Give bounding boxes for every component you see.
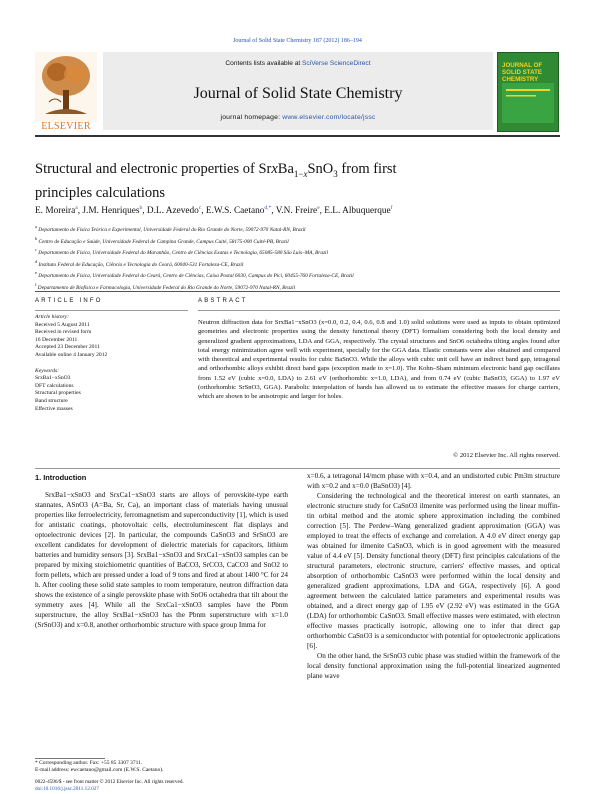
keyword: DFT calculations: [35, 382, 74, 389]
affiliation: [35, 223, 560, 235]
affiliation-sup: a: [35, 224, 37, 229]
introduction-heading: 1. Introduction: [35, 473, 87, 482]
author-affil-sup[interactable]: a: [75, 205, 78, 211]
abstract-rule: [198, 310, 560, 311]
homepage-prefix: journal homepage:: [220, 114, 283, 121]
copyright: © 2012 Elsevier Inc. All rights reserved.: [453, 452, 560, 459]
history-label: Article history:: [35, 314, 70, 320]
affiliation-sup: b: [35, 235, 38, 241]
body-rule: [35, 468, 560, 469]
author-name[interactable]: V.N. Freire: [275, 206, 318, 217]
history-item: Received 5 August 2011: [35, 321, 90, 328]
affiliation-sup: c: [35, 247, 37, 253]
affiliation: [35, 235, 560, 247]
history-item: Available online 4 January 2012: [35, 351, 108, 358]
abstract-text: Neutron diffraction data for SrxBa1−xSnO3 (x=0.0, 0.2, 0.4, 0.6, 0.8 and 1.0) solid solutions were used as inputs to obtain optimized geometries and electronic properties using the density functional theory (DFT) formalism considering both the local density and generalized gradient approximations, LDA and GGA, respectively. The crystal structures and SnO6 octahedra tilting angles found after total energy minimization agree well with experiment, specially for the GGA data. Elastic constants were also obtained and compared with theoretical and experimental results for cubic BaSnO3. While the alloys with cubic unit cell have an indirect band gap, tetragonal and orthorhombic alloys exhibit direct band gaps (exception made to x=1.0). The Kohn–Sham minimum electronic band gap oscillates from 1.52 eV (cubic x=0.0, LDA) to 2.61 eV (orthorhombic x=1.0, LDA), and from 0.74 eV (cubic BaSnO3, GGA) to 1.97 eV (orthorhombic SrSnO3, GGA). Parabolic interpolation of bands has allowed us to estimate the effective masses for charge carriers, which are shown to be anisotropic and larger for holes.: [198, 319, 560, 401]
keyword: Band structure: [35, 397, 68, 404]
journal-citation[interactable]: Journal of Solid State Chemistry 187 (2012) 186–194: [233, 38, 362, 44]
footnotes: [35, 760, 290, 773]
affiliation-sup: f: [35, 281, 37, 287]
sciencedirect-link[interactable]: SciVerse ScienceDirect: [302, 60, 371, 67]
doi-line[interactable]: doi:10.1016/j.jssc.2011.12.027: [35, 785, 99, 792]
affiliation: [35, 269, 560, 281]
affiliation: [35, 258, 560, 270]
affiliation-sup: e: [35, 270, 37, 276]
affiliation: [35, 246, 560, 258]
history-item: Accepted 23 December 2011: [35, 344, 100, 351]
homepage-link[interactable]: www.elsevier.com/locate/jssc: [282, 114, 376, 121]
history-item: Received in revised form: [35, 329, 92, 336]
header-rule: [35, 135, 560, 137]
author-name[interactable]: E.L. Albuquerque: [324, 206, 391, 217]
intro-paragraph: SrxBa1−xSnO3 and SrxCa1−xSnO3 starts are alloys of perovskite-type earth stannates, ASnO3 (A=Ba, Sr, Ca), an important class of materials having unusual properties like ferroelectricity, ferromagnetism and superconductivity [1], which is used for antistatic coatings, photovoltaic cells, electroluminescent flat displays and optoelectronic devices [2]. In particular, the compounds CaSnO3 and SrSnO3 are excellent candidates for development of dielectric materials for capacitors, lithium batteries and humidity sensors [3]. SrxBa1−xSnO3 and SrxCa1−xSnO3 samples can be prepared by mixing stoichiometric quantities of BaCO3, SrCO3, CaCO3 and SnO2 to form pellets, which are pressed under a load of 9 tons and fired at about 1400 °C for 24 h. After cooling these solid state samples to room temperature, neutron diffraction data shows the existence of a single perovskite phase with SnO6 octahedra that tilt about the symmetry axes [4]. While all the SrxCa1−xSnO3 samples have the Pbnm superstructure, the alloy SrxBa1−xSnO3 has the Pbnm superstructure with x=1.0 (SrSnO3) and x=0.8, another orthorhombic structure with space group Imma for: [35, 491, 288, 629]
author-affil-sup[interactable]: b: [139, 205, 143, 211]
front-matter-meta: [35, 779, 290, 792]
affiliation-sup: d: [35, 258, 38, 264]
left-column: [35, 490, 288, 630]
affiliation-text: Departamento de Biofísica e Farmacologia, Universidade Federal do Rio Grande do Norte, 59072-970 Natal-RN, Brazil: [37, 284, 296, 291]
title-line-2: principles calculations: [35, 184, 166, 201]
author-name[interactable]: E.W.S. Caetano: [205, 206, 265, 217]
journal-homepage: [103, 114, 493, 121]
affiliation-text: Instituto Federal de Educação, Ciência e Tecnologia do Ceará, 60040-531 Fortaleza-CE, Brazil: [38, 261, 244, 268]
affiliation-list: [35, 223, 560, 292]
author-name[interactable]: E. Moreira: [35, 206, 76, 217]
author-affil-sup[interactable]: f: [390, 205, 393, 211]
issn-line: 0022-4596/$ - see front matter © 2012 Elsevier Inc. All rights reserved.: [35, 779, 184, 785]
section-rule: [35, 291, 560, 292]
article-title: Structural and electronic properties of SrxBa$_{1-x}$SnO$_3$ from first principles calculations: [35, 161, 397, 201]
abstract-heading: ABSTRACT: [198, 298, 248, 304]
body-paragraph: Considering the technological and the theoretical interest on earth stannates, an electronic structure study for CaSnO3 ilmenite was performed using the linear muffin-tin orbital method and the atomic sphere approximation including the combined correction [5]. The Perdew–Wang generalized gradient approximation (GGA) was employed to treat the effects of exchange and correlation. A 4.0 eV direct energy gap was obtained for ilmenite CaSnO3, which is in good agreement with the measured value of 4.4 eV [5]. Density functional theory (DFT) first principles calculations of the structural parameters, electronic structure, carriers' effective masses, and optical absorption of orthorhombic CaSnO3 were performed within the local density and generalized gradient approximations, LDA and GGA, respectively [6]. A good agreement between the calculated lattice parameters and experimental results was obtained, and a direct energy gap of 1.95 eV (2.92 eV) was estimated in the GGA (LDA) for orthorhombic CaSnO3. Small effective masses were estimated, with electron effective masses practically isotropic, allowing one to infer that direct gap orthorhombic CaSnO3 is a semiconductor with potential for optoelectronic applications [6].: [307, 492, 560, 650]
author-affil-sup[interactable]: e: [317, 205, 320, 211]
author-name[interactable]: D.L. Azevedo: [146, 206, 199, 217]
elsevier-tree-logo: [35, 52, 97, 122]
keyword: Structural properties: [35, 390, 81, 397]
continued-paragraph: x=0.6, a tetragonal I4/mcm phase with x=0.4, and an undistorted cubic Pm3m structure with x=0.2 and x=0.0 (BaSnO3) [4].: [307, 472, 560, 490]
cover-title: JOURNAL OF SOLID STATE CHEMISTRY: [502, 62, 543, 83]
body-paragraph: On the other hand, the SrSnO3 cubic phase was studied within the framework of the local density functional approximation using the full-potential linearized augmented plane wave: [307, 652, 560, 680]
author-name[interactable]: J.M. Henriques: [82, 206, 140, 217]
affiliation-text: Centro de Educação e Saúde, Universidade Federal de Campina Grande, Campus Cuité, 58175-000 Cuité-PB, Brazil: [38, 238, 289, 245]
article-info: [35, 314, 188, 413]
affiliation-text: Departamento de Física, Universidade Federal do Maranhão, Centro de Ciências Exatas e Tecnologia, 65085-580 São Luís–MA, Brazil: [38, 249, 328, 256]
elsevier-wordmark: ELSEVIER: [41, 121, 91, 132]
keywords-label: Keywords:: [35, 367, 60, 374]
title-line-1: Structural and electronic properties of Sr: [35, 161, 272, 177]
history-item: 16 December 2011: [35, 336, 78, 343]
right-column: [307, 471, 560, 681]
corresponding-author-note: * Corresponding author. Fax: +55 85 3307 3711.: [35, 760, 143, 766]
affiliation-text: Departamento de Física Teórica e Experimental, Universidade Federal do Rio Grande do Norte, 59072-970 Natal-RN, Brazil: [38, 226, 306, 233]
keyword: Effective masses: [35, 405, 73, 412]
contents-prefix: Contents lists available at: [225, 60, 303, 67]
contents-line: [103, 60, 493, 67]
article-info-heading: ARTICLE INFO: [35, 298, 103, 304]
journal-name: Journal of Solid State Chemistry: [193, 85, 403, 102]
email-note[interactable]: E-mail address: ewcaetano@gmail.com (E.W.S. Caetano).: [35, 766, 164, 773]
affiliation-text: Departamento de Física, Universidade Federal do Ceará, Centro de Ciências, Caixa Postal 6030, Campus do Pici, 60455-760 Fortaleza-CE, Brazil: [38, 273, 354, 280]
footnote-rule: [35, 758, 105, 759]
author-affil-sup[interactable]: d,*: [264, 205, 272, 211]
article-info-rule: [35, 310, 188, 311]
author-list: E. Moreira$^a$, J.M. Henriques$^b$, D.L. Azevedo$^c$, E.W.S. Caetano$^{d,*}$, V.N. Freire$^e$, E.L. Albuquerque$^f$: [35, 205, 393, 217]
author-affil-sup[interactable]: c: [198, 205, 202, 211]
keyword: SrxBa1−xSnO3: [35, 375, 71, 382]
